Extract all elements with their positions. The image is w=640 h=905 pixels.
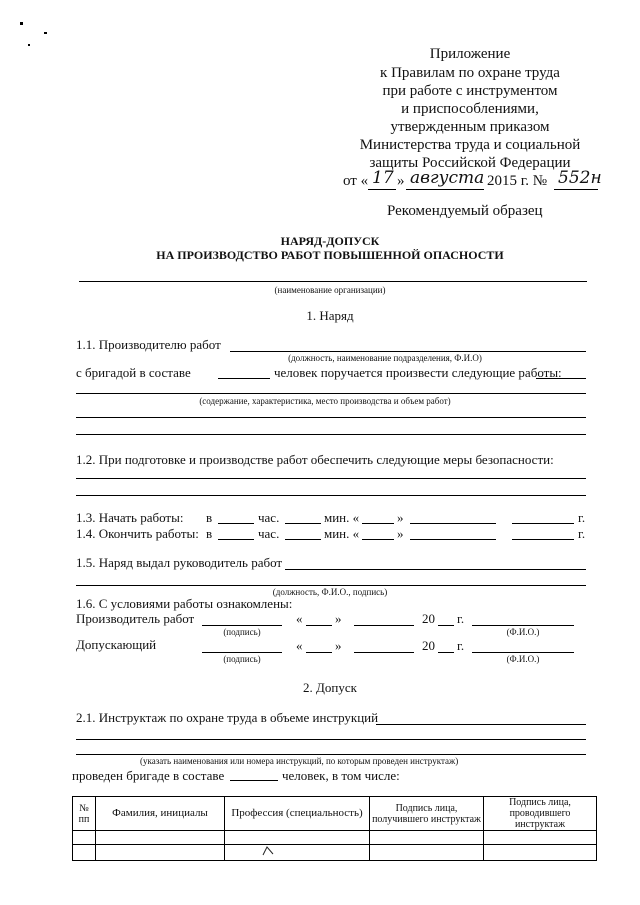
appendix-line: Приложение	[429, 46, 511, 62]
table-cell[interactable]	[484, 831, 597, 845]
recommended-sample: Рекомендуемый образец	[387, 203, 543, 219]
table-row	[73, 831, 597, 845]
p14-v: в	[206, 526, 213, 541]
p21-label: 2.1. Инструктаж по охране труда в объеме инструкций	[76, 710, 379, 725]
p14-label: 1.4. Окончить работы:	[76, 526, 199, 541]
issuer-line[interactable]	[76, 585, 586, 586]
admitting-fio-field[interactable]	[472, 652, 574, 653]
end-hour-field[interactable]	[218, 539, 254, 540]
instructions-field[interactable]	[376, 724, 586, 725]
instr-caption: (указать наименования или номера инструкций, по которым проведен инструктаж)	[140, 756, 459, 766]
col-received: Подпись лица, получившего инструктаж	[370, 797, 484, 831]
producer-year-field[interactable]	[438, 625, 454, 626]
col-num: № пп	[73, 797, 96, 831]
conducted-count-field[interactable]	[230, 780, 278, 781]
end-month-field[interactable]	[410, 539, 496, 540]
start-day-field[interactable]	[362, 523, 394, 524]
admitting-year-field[interactable]	[438, 652, 454, 653]
p11-caption: (должность, наименование подразделения, Ф.И.О)	[288, 353, 482, 363]
conducted-label: проведен бригаде в составе	[72, 768, 225, 783]
section2-heading: 2. Допуск	[303, 680, 357, 695]
table-cell[interactable]	[225, 845, 370, 861]
issuer-field[interactable]	[285, 569, 586, 570]
instructions-line[interactable]	[76, 754, 586, 755]
admitting-sign-caption: (подпись)	[223, 654, 261, 664]
appendix-line: при работе с инструментом	[382, 83, 558, 99]
appendix-line: и приспособлениями,	[401, 101, 539, 117]
scan-speck	[20, 22, 23, 25]
brigade-count-field[interactable]	[218, 378, 270, 379]
p14-g: г.	[578, 526, 586, 541]
p13-min: мин. «	[324, 510, 360, 525]
p15-caption: (должность, Ф.И.О., подпись)	[272, 587, 388, 597]
p14-min: мин. «	[324, 526, 360, 541]
work-caption: (содержание, характеристика, место производства и объем работ)	[199, 396, 451, 406]
p13-g: г.	[578, 510, 586, 525]
producer-fio-field[interactable]	[472, 625, 574, 626]
safety-line[interactable]	[76, 495, 586, 496]
p14-hour: час.	[258, 526, 280, 541]
admitting-fio-caption: (Ф.И.О.)	[506, 654, 540, 664]
admitting-label: Допускающий	[76, 637, 157, 652]
date-mid: »	[397, 173, 405, 189]
table-cell[interactable]	[96, 845, 225, 861]
work-line[interactable]	[76, 393, 586, 394]
producer-lq: «	[296, 611, 303, 626]
table-cell[interactable]	[225, 831, 370, 845]
appendix-line: Министерства труда и социальной	[359, 137, 581, 153]
instruction-table	[72, 796, 597, 861]
producer-sign-caption: (подпись)	[223, 627, 261, 637]
table-row	[73, 845, 597, 861]
safety-line[interactable]	[76, 478, 586, 479]
conducted-text: человек, в том числе:	[282, 768, 400, 783]
p13-hour: час.	[258, 510, 280, 525]
date-prefix: от «	[343, 173, 369, 189]
doc-title: НАРЯД-ДОПУСК	[280, 234, 380, 248]
p15-label: 1.5. Наряд выдал руководитель работ	[76, 555, 283, 570]
producer-twenty: 20	[422, 611, 435, 626]
appendix-line: к Правилам по охране труда	[380, 65, 560, 81]
producer-label: Производитель работ	[76, 611, 195, 626]
table-cell[interactable]	[484, 845, 597, 861]
admitting-rq: »	[335, 638, 342, 653]
table-cell[interactable]	[73, 831, 96, 845]
end-min-field[interactable]	[285, 539, 321, 540]
brigade-label: с бригадой в составе	[76, 365, 191, 380]
col-prof: Профессия (специальность)	[225, 797, 370, 831]
p11-label: 1.1. Производителю работ	[76, 337, 221, 352]
doc-subtitle: НА ПРОИЗВОДСТВО РАБОТ ПОВЫШЕННОЙ ОПАСНОСТИ	[156, 248, 504, 262]
org-line	[79, 281, 587, 282]
start-month-field[interactable]	[410, 523, 496, 524]
p13-v: в	[206, 510, 213, 525]
end-day-field[interactable]	[362, 539, 394, 540]
start-hour-field[interactable]	[218, 523, 254, 524]
col-name: Фамилия, инициалы	[96, 797, 225, 831]
admitting-g: г.	[457, 638, 465, 653]
org-caption: (наименование организации)	[274, 285, 386, 295]
table-cell[interactable]	[96, 831, 225, 845]
work-line[interactable]	[76, 417, 586, 418]
p13-label: 1.3. Начать работы:	[76, 510, 184, 525]
p14-q: »	[397, 526, 404, 541]
producer-month-field[interactable]	[354, 625, 414, 626]
end-year-field[interactable]	[512, 539, 574, 540]
producer-g: г.	[457, 611, 465, 626]
scan-speck	[28, 44, 30, 46]
instructions-line[interactable]	[76, 739, 586, 740]
date-day: 17	[372, 168, 394, 188]
scan-speck	[44, 32, 47, 34]
date-month: августа	[410, 168, 485, 188]
admitting-twenty: 20	[422, 638, 435, 653]
table-cell[interactable]	[370, 831, 484, 845]
order-underline	[554, 189, 598, 190]
appendix-line: защиты Российской Федерации	[369, 155, 571, 171]
producer-rq: »	[335, 611, 342, 626]
day-underline	[368, 189, 396, 190]
p12-label: 1.2. При подготовке и производстве работ обеспечить следующие меры безопасности:	[76, 452, 554, 467]
admitting-day-field[interactable]	[306, 652, 332, 653]
admitting-sign-field[interactable]	[202, 652, 282, 653]
month-underline	[406, 189, 484, 190]
producer-day-field[interactable]	[306, 625, 332, 626]
pen-mark-icon	[262, 846, 274, 856]
p16-label: 1.6. С условиями работы ознакомлены:	[76, 596, 293, 611]
start-year-field[interactable]	[512, 523, 574, 524]
admitting-month-field[interactable]	[354, 652, 414, 653]
col-conducted: Подпись лица, проводившего инструктаж	[484, 797, 597, 831]
date-year-no: 2015 г. №	[487, 173, 548, 189]
start-min-field[interactable]	[285, 523, 321, 524]
p13-q: »	[397, 510, 404, 525]
table-cell[interactable]	[73, 845, 96, 861]
p11-field[interactable]	[230, 351, 586, 352]
appendix-line: утвержденным приказом	[390, 119, 550, 135]
order-number: 552н	[558, 168, 602, 188]
table-cell[interactable]	[370, 845, 484, 861]
section1-heading: 1. Наряд	[306, 308, 354, 323]
brigade-text: человек поручается произвести следующие работы:	[274, 365, 562, 380]
producer-fio-caption: (Ф.И.О.)	[506, 627, 540, 637]
producer-sign-field[interactable]	[202, 625, 282, 626]
work-line[interactable]	[76, 434, 586, 435]
brigade-work-field[interactable]	[536, 378, 586, 379]
admitting-lq: «	[296, 638, 303, 653]
